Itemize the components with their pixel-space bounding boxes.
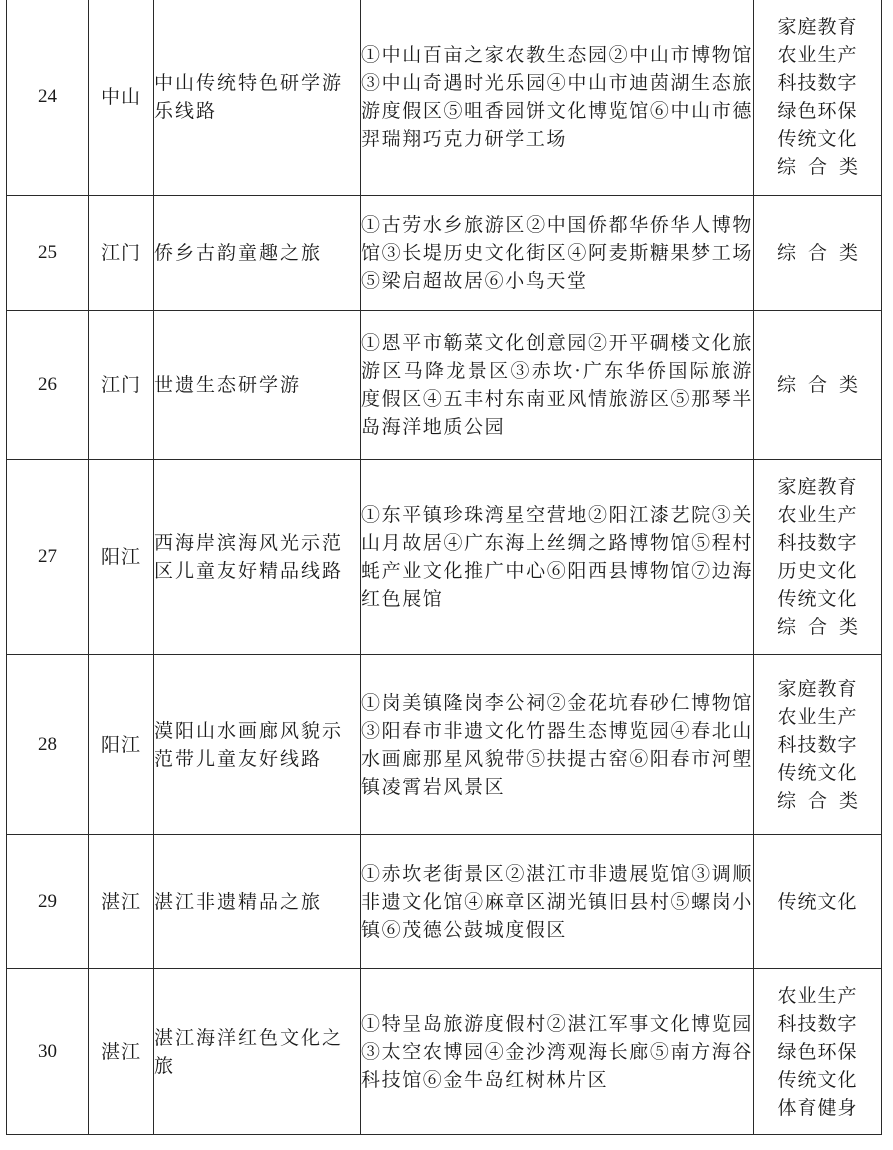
route-name-cell: 中山传统特色研学游乐线路 [154, 0, 361, 196]
route-spots-cell: ①赤坎老街景区②湛江市非遗展览馆③调顺非遗文化馆④麻章区湖光镇旧县村⑤螺岗小镇⑥茂德公鼓城度假区 [361, 835, 754, 969]
route-type-cell [754, 835, 882, 969]
route-type-label: 农业生产 [777, 705, 858, 728]
city-cell: 湛江 [89, 969, 154, 1135]
route-type-label: 绿色环保 [777, 100, 858, 122]
route-type-label: 传统文化 [777, 761, 858, 784]
route-type-label: 综合类 [776, 156, 870, 178]
route-type-label: 家庭教育 [777, 16, 858, 38]
route-type-label: 传统文化 [777, 1068, 858, 1091]
route-type-label: 农业生产 [777, 984, 858, 1007]
route-type-label: 传统文化 [777, 128, 858, 150]
route-name-cell: 湛江非遗精品之旅 [154, 835, 361, 969]
route-type-label: 综合类 [776, 789, 870, 812]
table-row [7, 969, 882, 1135]
route-name-cell: 西海岸滨海风光示范区儿童友好精品线路 [154, 460, 361, 655]
route-spots-cell: ①古劳水乡旅游区②中国侨都华侨华人博物馆③长堤历史文化街区④阿麦斯糖果梦工场⑤梁启超故居⑥小鸟天堂 [361, 196, 754, 311]
row-number: 27 [7, 460, 89, 655]
row-number: 24 [7, 0, 89, 196]
route-spots-cell: ①东平镇珍珠湾星空营地②阳江漆艺院③关山月故居④广东海上丝绸之路博物馆⑤程村蚝产业文化推广中心⑥阳西县博物馆⑦边海红色展馆 [361, 460, 754, 655]
route-type-cell [754, 460, 882, 655]
route-type-label: 科技数字 [777, 532, 858, 554]
table-row [7, 196, 882, 311]
route-type-label: 家庭教育 [777, 476, 858, 498]
route-type-cell [754, 969, 882, 1135]
table-row [7, 460, 882, 655]
route-type-label: 家庭教育 [777, 677, 858, 700]
route-type-cell [754, 196, 882, 311]
study-route-table [6, 0, 882, 1135]
row-number: 25 [7, 196, 89, 311]
table-row [7, 655, 882, 835]
table-row [7, 0, 882, 196]
route-type-label: 传统文化 [777, 890, 858, 913]
route-type-label: 绿色环保 [777, 1040, 858, 1063]
route-name-cell: 漠阳山水画廊风貌示范带儿童友好线路 [154, 655, 361, 835]
route-spots-cell: ①中山百亩之家农教生态园②中山市博物馆③中山奇遇时光乐园④中山市迪茵湖生态旅游度假区⑤咀香园饼文化博览馆⑥中山市德羿瑞翔巧克力研学工场 [361, 0, 754, 196]
route-type-label: 科技数字 [777, 1012, 858, 1035]
city-cell: 江门 [89, 196, 154, 311]
route-type-label: 体育健身 [777, 1096, 858, 1119]
route-type-label: 科技数字 [777, 72, 858, 94]
table-row [7, 835, 882, 969]
city-cell: 江门 [89, 311, 154, 460]
route-spots-cell: ①特呈岛旅游度假村②湛江军事文化博览园③太空农博园④金沙湾观海长廊⑤南方海谷科技馆⑥金牛岛红树林片区 [361, 969, 754, 1135]
row-number: 29 [7, 835, 89, 969]
route-name-cell: 湛江海洋红色文化之旅 [154, 969, 361, 1135]
route-spots-cell: ①岗美镇隆岗李公祠②金花坑春砂仁博物馆③阳春市非遗文化竹器生态博览园④春北山水画廊那星风貌带⑤扶提古窑⑥阳春市河塱镇凌霄岩风景区 [361, 655, 754, 835]
city-cell: 中山 [89, 0, 154, 196]
route-type-label: 科技数字 [777, 733, 858, 756]
route-spots-cell: ①恩平市簕菜文化创意园②开平碉楼文化旅游区马降龙景区③赤坎·广东华侨国际旅游度假区④五丰村东南亚风情旅游区⑤那琴半岛海洋地质公园 [361, 311, 754, 460]
route-name-cell: 侨乡古韵童趣之旅 [154, 196, 361, 311]
row-number: 28 [7, 655, 89, 835]
route-type-label: 农业生产 [777, 44, 858, 66]
route-type-cell [754, 0, 882, 196]
route-name-cell: 世遗生态研学游 [154, 311, 361, 460]
route-type-label: 农业生产 [777, 504, 858, 526]
route-type-cell [754, 655, 882, 835]
row-number: 26 [7, 311, 89, 460]
route-type-label: 历史文化 [777, 560, 858, 582]
route-type-label: 综合类 [776, 616, 870, 638]
city-cell: 阳江 [89, 460, 154, 655]
city-cell: 湛江 [89, 835, 154, 969]
city-cell: 阳江 [89, 655, 154, 835]
route-type-label: 综合类 [776, 242, 870, 264]
route-type-label: 传统文化 [777, 588, 858, 610]
row-number: 30 [7, 969, 89, 1135]
route-type-cell [754, 311, 882, 460]
route-type-label: 综合类 [776, 374, 870, 396]
table-row [7, 311, 882, 460]
